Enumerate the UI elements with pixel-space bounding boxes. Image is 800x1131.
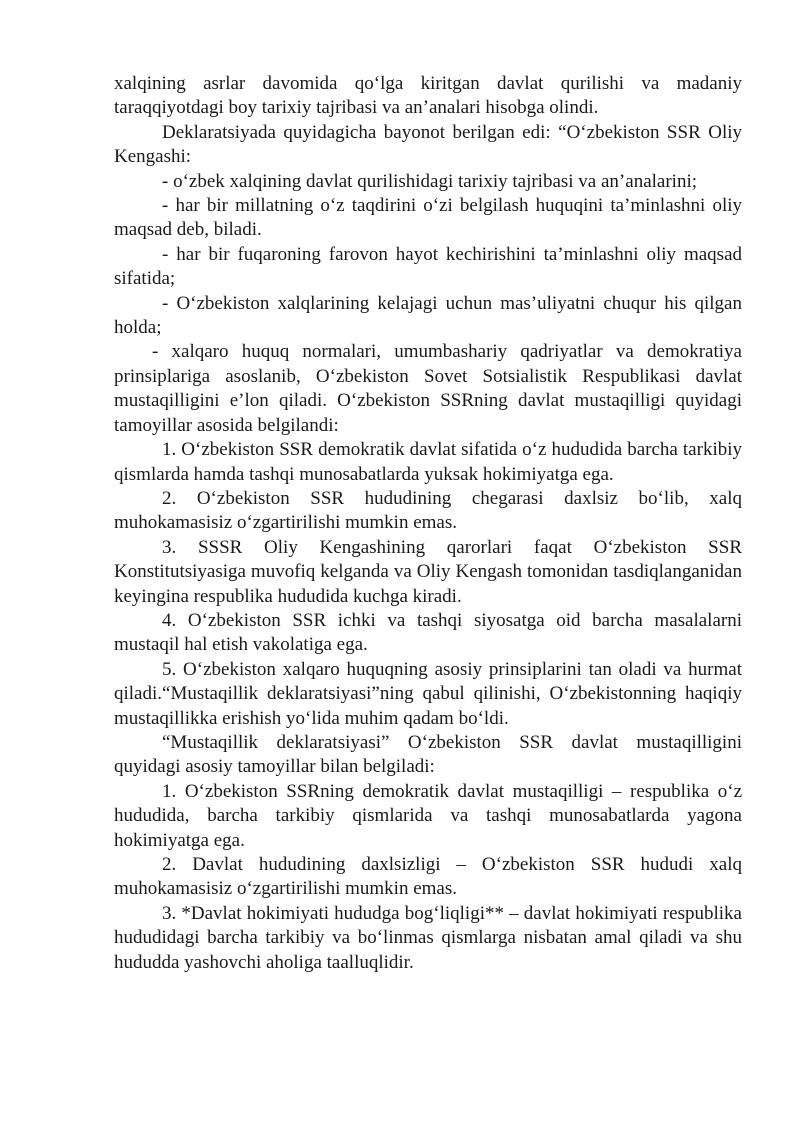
list-item-dash-3: - har bir fuqaroning farovon hayot kechirishini ta’minlashni oliy maqsad sifatida; [114, 243, 742, 290]
principle-item-4: 4. O‘zbekiston SSR ichki va tashqi siyosatga oid barcha masalalarni mustaqil hal etish vakolatiga ega. [114, 609, 742, 656]
summary-item-2: 2. Davlat hududining daxlsizligi – O‘zbekiston SSR hududi xalq muhokamasisiz o‘zgartirilishi mumkin emas. [114, 854, 742, 900]
principle-item-5: 5. O‘zbekiston xalqaro huquqning asosiy prinsiplarini tan oladi va hurmat qiladi.“Mustaqillik deklaratsiyasi”ning qabul qilinishi, O‘zbekistonning haqiqiy mustaqillikka erishish yo‘lida muhim qadam bo‘ldi. [114, 658, 742, 729]
list-item-dash-5: - xalqaro huquq normalari, umumbashariy qadriyatlar va demokratiya prinsiplariga asoslanib, O‘zbekiston Sovet Sotsialistik Respublikasi davlat mustaqilligini e’lon qiladi. O‘zbekiston SSRning davlat mustaqilligi quyidagi tamoyillar asosida belgilandi: [114, 341, 742, 436]
paragraph-declaration-summary: “Mustaqillik deklaratsiyasi” O‘zbekiston SSR davlat mustaqilligini quyidagi asosiy tamoyillar bilan belgiladi: [114, 731, 742, 778]
principle-item-3: 3. SSSR Oliy Kengashining qarorlari faqat O‘zbekiston SSR Konstitutsiyasiga muvofiq kelganda va Oliy Kengash tomonidan tasdiqlanganidan keyingina respublika hududida kuchga kiradi. [114, 536, 742, 607]
list-item-dash-1: - o‘zbek xalqining davlat qurilishidagi tarixiy tajribasi va an’analarini; [162, 170, 697, 192]
paragraph-declaration-intro: Deklaratsiyada quyidagicha bayonot berilgan edi: “O‘zbekiston SSR Oliy Kengashi: [114, 121, 742, 168]
paragraph-continuation: xalqining asrlar davomida qo‘lga kiritgan davlat qurilishi va madaniy taraqqiyotdagi boy tarixiy tajribasi va an’analari hisobga olindi. [114, 73, 742, 119]
document-page [114, 72, 742, 975]
summary-item-3: 3. *Davlat hokimiyati hududga bog‘liqligi** – davlat hokimiyati respublika hududidagi barcha tarkibiy va bo‘linmas qismlarga nisbatan amal qiladi va shu hududda yashovchi aholiga taalluqlidir. [114, 902, 742, 973]
list-item-dash-4: - O‘zbekiston xalqlarining kelajagi uchun mas’uliyatni chuqur his qilgan holda; [114, 292, 742, 339]
principle-item-2: 2. O‘zbekiston SSR hududining chegarasi daxlsiz bo‘lib, xalq muhokamasisiz o‘zgartirilishi mumkin emas. [114, 487, 742, 534]
principle-item-1: 1. O‘zbekiston SSR demokratik davlat sifatida o‘z hududida barcha tarkibiy qismlarda hamda tashqi munosabatlarda yuksak hokimiyatga ega. [114, 439, 742, 485]
list-item-dash-2: - har bir millatning o‘z taqdirini o‘zi belgilash huquqini ta’minlashni oliy maqsad deb, biladi. [114, 195, 742, 241]
summary-item-1: 1. O‘zbekiston SSRning demokratik davlat mustaqilligi – respublika o‘z hududida, barcha tarkibiy qismlarida va tashqi munosabatlarda yagona hokimiyatga ega. [114, 780, 742, 851]
